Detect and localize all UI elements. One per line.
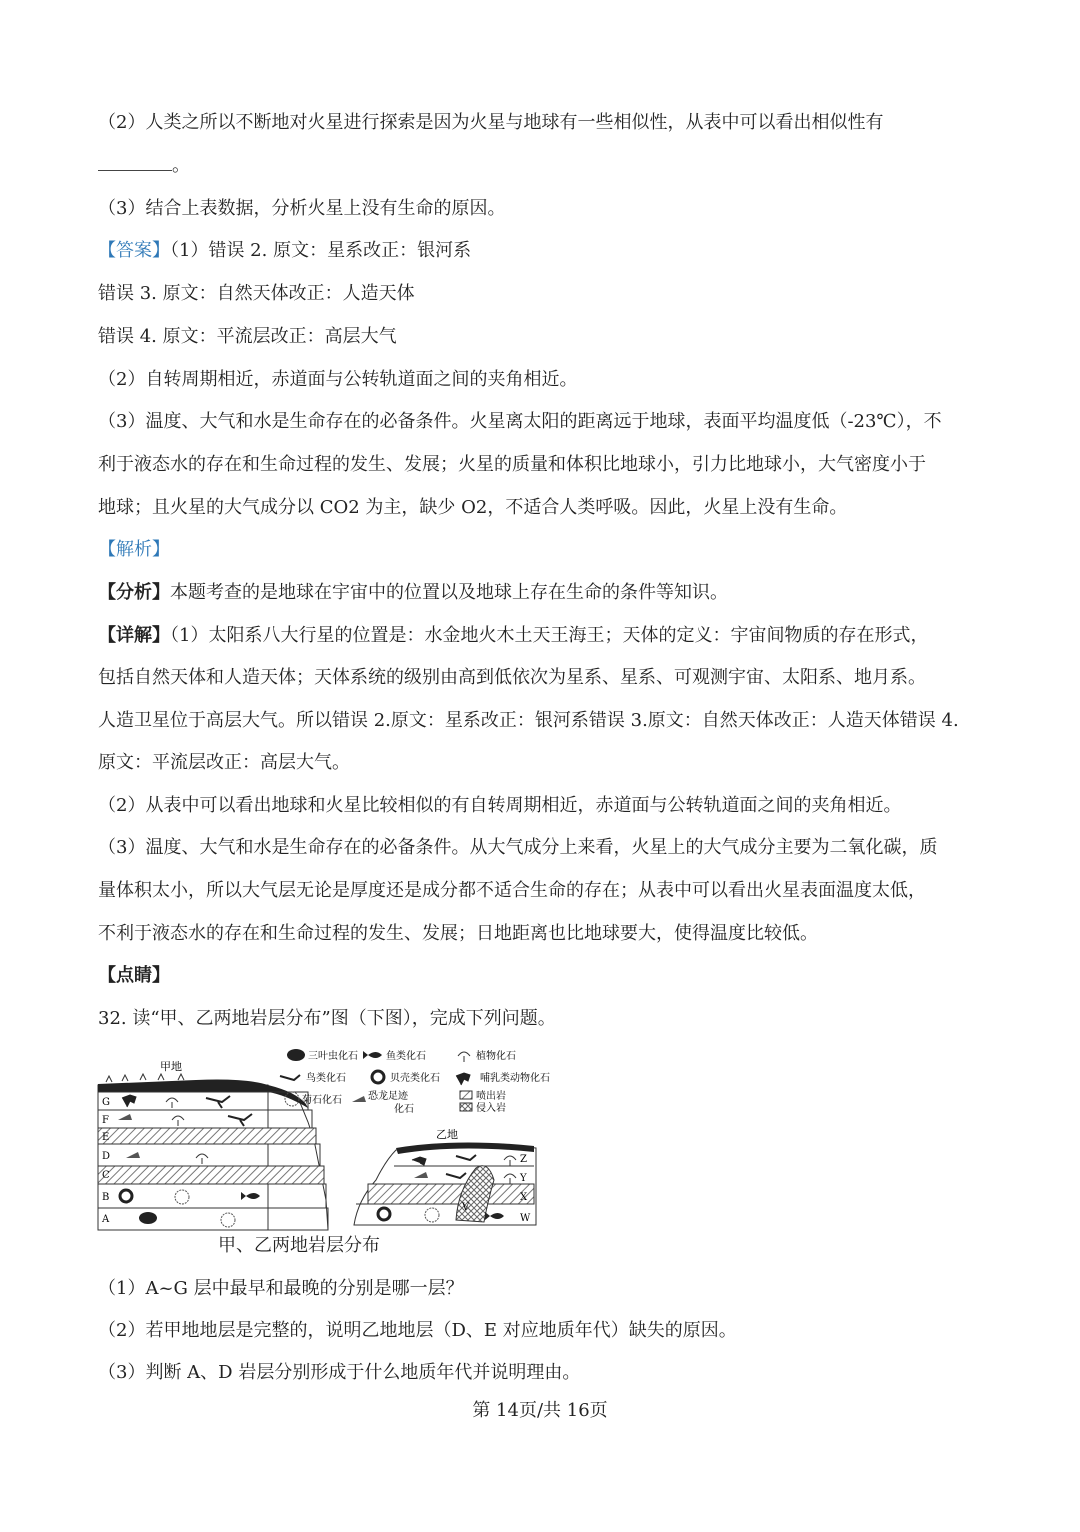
site-yi-label: 乙地 [436, 1128, 458, 1141]
legend-fish-icon [363, 1051, 382, 1059]
legend-dino-line2: 化石 [394, 1104, 414, 1115]
legend-mammal-icon [456, 1073, 470, 1085]
layer-f-label: F [102, 1115, 109, 1126]
layer-e-label: E [102, 1132, 110, 1143]
answer-blank [98, 154, 172, 171]
answer-text-1: （1）错误 2. 原文：星系改正：银河系 [170, 240, 472, 261]
site-jia-label: 甲地 [160, 1060, 182, 1073]
xiangjie-tag: 【详解】 [98, 625, 170, 646]
xiangjie-line-4: 原文：平流层改正：高层大气。 [98, 752, 350, 773]
xiangjie-line-1 [98, 623, 998, 649]
answer-line-7: 地球；且火星的大气成分以 CO2 为主，缺少 O2，不适合人类呼吸。因此，火星上没有生命。 [98, 497, 848, 518]
figure-legend [280, 1049, 550, 1115]
xiangjie-line-7: 量体积太小，所以大气层无论是厚度还是成分都不适合生命的存在；从表中可以看出火星表面温度太低， [98, 880, 926, 901]
question-2-blank-line [98, 153, 998, 179]
xiangjie-line-8: 不利于液态水的存在和生命过程的发生、发展；日地距离也比地球要大，使得温度比较低。 [98, 923, 818, 944]
legend-shell-icon [372, 1071, 384, 1083]
fenxi-line [98, 580, 998, 606]
legend-mammal: 哺乳类动物化石 [480, 1073, 550, 1084]
legend-bird: 鸟类化石 [306, 1073, 346, 1084]
figure-caption: 甲、乙两地岩层分布 [218, 1235, 380, 1256]
legend-bird-icon [280, 1075, 300, 1080]
trilobite-fossil-icon [139, 1212, 157, 1224]
dianjing-tag: 【点睛】 [98, 965, 170, 986]
layer-c-label: C [102, 1170, 110, 1181]
legend-fish: 鱼类化石 [386, 1051, 426, 1062]
xiangjie-line-5: （2）从表中可以看出地球和火星比较相似的有自转周期相近，赤道面与公转轨道面之间的夹角相近。 [98, 795, 902, 816]
legend-trilobite: 三叶虫化石 [308, 1051, 358, 1062]
legend-intrusive: 侵入岩 [476, 1103, 506, 1114]
fenxi-text: 本题考查的是地球在宇宙中的位置以及地球上存在生命的条件等知识。 [170, 582, 728, 603]
legend-dino-icon [352, 1096, 366, 1102]
layer-b-label: B [102, 1192, 110, 1203]
layer-g-label: G [102, 1097, 110, 1108]
layer-x-label: X [520, 1192, 528, 1203]
answer-line-2: 错误 3. 原文：自然天体改正：人造天体 [98, 283, 415, 304]
xiangjie-line-3: 人造卫星位于高层大气。所以错误 2.原文：星系改正：银河系错误 3.原文：自然天体改正：人造天体错误 4. [98, 710, 959, 731]
xiangjie-line-6: （3）温度、大气和水是生命存在的必备条件。从大气成分上来看，火星上的大气成分主要为二氧化碳，质 [98, 837, 938, 858]
layer-w-label: W [520, 1213, 531, 1224]
answer-line-4: （2）自转周期相近，赤道面与公转轨道面之间的夹角相近。 [98, 369, 578, 390]
fenxi-tag: 【分析】 [98, 582, 170, 603]
intrusion-label: V [462, 1202, 470, 1213]
legend-trilobite-icon [287, 1049, 305, 1061]
answer-line-5: （3）温度、大气和水是生命存在的必备条件。火星离太阳的距离远于地球，表面平均温度低（-23℃），不 [98, 411, 942, 432]
page-footer: 第 14页/共 16页 [472, 1400, 608, 1421]
question-2 [98, 110, 998, 136]
question-32: 32. 读“甲、乙两地岩层分布”图（下图），完成下列问题。 [98, 1008, 556, 1029]
question-2-end: 。 [172, 155, 190, 176]
legend-intrusive-icon [460, 1103, 472, 1111]
question-3: （3）结合上表数据，分析火星上没有生命的原因。 [98, 198, 506, 219]
question-2-text: （2）人类之所以不断地对火星进行探索是因为火星与地球有一些相似性，从表中可以看出相似性有 [98, 112, 884, 133]
xiangjie-line-2: 包括自然天体和人造天体；天体系统的级别由高到低依次为星系、星系、可观测宇宙、太阳系、地月系。 [98, 667, 926, 688]
legend-plant: 植物化石 [476, 1051, 516, 1062]
legend-shell: 贝壳类化石 [390, 1073, 440, 1084]
legend-dino-line1: 恐龙足迹 [368, 1091, 408, 1102]
answer-line-6: 利于液态水的存在和生命过程的发生、发展；火星的质量和体积比地球小，引力比地球小，大气密度小于 [98, 454, 926, 475]
layer-y-label: Y [520, 1173, 527, 1184]
site-jia-strata [98, 1059, 328, 1230]
analysis-tag: 【解析】 [98, 539, 170, 560]
question-32-2: （2）若甲地地层是完整的，说明乙地地层（D、E 对应地质年代）缺失的原因。 [98, 1320, 737, 1341]
answer-tag: 【答案】 [98, 240, 170, 261]
xiangjie-text-1: （1）太阳系八大行星的位置是：水金地火木土天王海王；天体的定义：宇宙间物质的存在形式， [170, 625, 929, 646]
layer-z-label: Z [520, 1154, 527, 1165]
legend-extrusive-icon [460, 1091, 472, 1099]
answer-line-3: 错误 4. 原文：平流层改正：高层大气 [98, 326, 397, 347]
strata-figure [96, 1040, 576, 1260]
layer-a-label: A [102, 1214, 110, 1225]
question-32-1: （1）A~G 层中最早和最晚的分别是哪一层？ [98, 1278, 464, 1299]
answer-line-1 [98, 238, 998, 264]
legend-plant-icon [458, 1052, 470, 1062]
layer-d-label: D [102, 1151, 111, 1162]
question-32-3: （3）判断 A、D 岩层分别形成于什么地质年代并说明理由。 [98, 1362, 581, 1383]
site-yi-strata [354, 1127, 536, 1225]
legend-ammonite: 菊石化石 [302, 1095, 342, 1106]
legend-extrusive: 喷出岩 [476, 1091, 506, 1102]
